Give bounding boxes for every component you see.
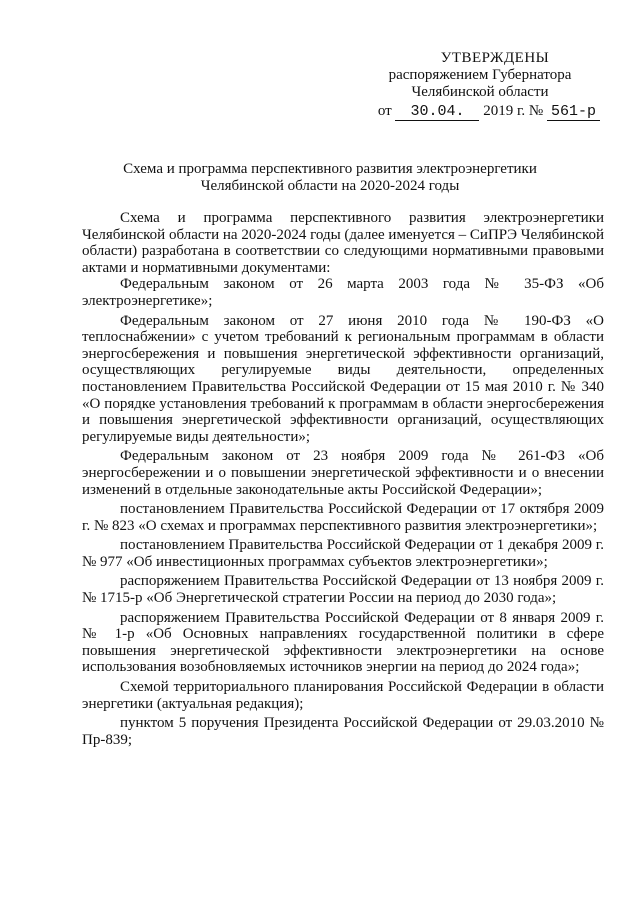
- paragraph: распоряжением Правительства Российской Федерации от 8 января 2009 г. № 1-р «Об Основных направлениях государственной политики в сфере повышения энергетической эффективности электроэнергетики на основе использования возобновляемых источников энергии на период до 2024 года»;: [82, 609, 604, 676]
- document-title-line-2: Челябинской области на 2020-2024 годы: [200, 178, 460, 194]
- approval-number: 561-р: [547, 103, 600, 121]
- approval-line-1: распоряжением Губернатора: [388, 67, 572, 83]
- paragraph: Федеральным законом от 23 ноября 2009 года № 261-ФЗ «Об энергосбережении и о повышении энергетической эффективности и о внесении изменений в отдельные законодательные акты Российской Федерации»;: [82, 448, 604, 498]
- document-body: [82, 210, 604, 748]
- paragraph: Схема и программа перспективного развития электроэнергетики Челябинской области на 2020-2024 годы (далее именуется – СиПРЭ Челябинской области) разработана в соответствии со следующими нормативными правовыми актами и нормативными документами:: [82, 210, 604, 276]
- approval-date-row: [360, 103, 600, 121]
- paragraph: постановлением Правительства Российской Федерации от 1 декабря 2009 г. № 977 «Об инвестиционных программах субъектов электроэнергетики»;: [82, 537, 604, 570]
- approval-title: УТВЕРЖДЕНЫ: [440, 50, 550, 66]
- paragraph: распоряжением Правительства Российской Федерации от 13 ноября 2009 г. № 1715-р «Об Энергетической стратегии России на период до 2030 года»;: [82, 573, 604, 607]
- paragraph: Схемой территориального планирования Российской Федерации в области энергетики (актуальная редакция);: [82, 679, 604, 712]
- approval-block: [360, 50, 600, 121]
- approval-from-label: от: [377, 103, 392, 119]
- approval-line-2: Челябинской области: [411, 84, 549, 100]
- approval-date: 30.04.: [395, 103, 479, 121]
- document-title-line-1: Схема и программа перспективного развития электроэнергетики: [123, 161, 537, 177]
- approval-year: 2019 г. №: [483, 103, 544, 119]
- paragraph: постановлением Правительства Российской Федерации от 17 октября 2009 г. № 823 «О схемах и программах перспективного развития электроэнергетики»;: [82, 501, 604, 534]
- paragraph: пунктом 5 поручения Президента Российской Федерации от 29.03.2010 № Пр-839;: [82, 715, 604, 748]
- paragraph: Федеральным законом от 26 марта 2003 года № 35-ФЗ «Об электроэнергетике»;: [82, 276, 604, 309]
- paragraph: Федеральным законом от 27 июня 2010 года № 190-ФЗ «О теплоснабжении» с учетом требований к региональным программам в области энергосбережения и повышения энергетической эффективности организаций, осуществляющих регулируемые виды деятельности, определенных постановлением Правительства Российской Федерации от 15 мая 2010 г. № 340 «О порядке установления требований к программам в области энергосбережения и повышения энергетической эффективности организаций, осуществляющих регулируемые виды деятельности»;: [82, 312, 604, 445]
- document-title: [90, 161, 570, 195]
